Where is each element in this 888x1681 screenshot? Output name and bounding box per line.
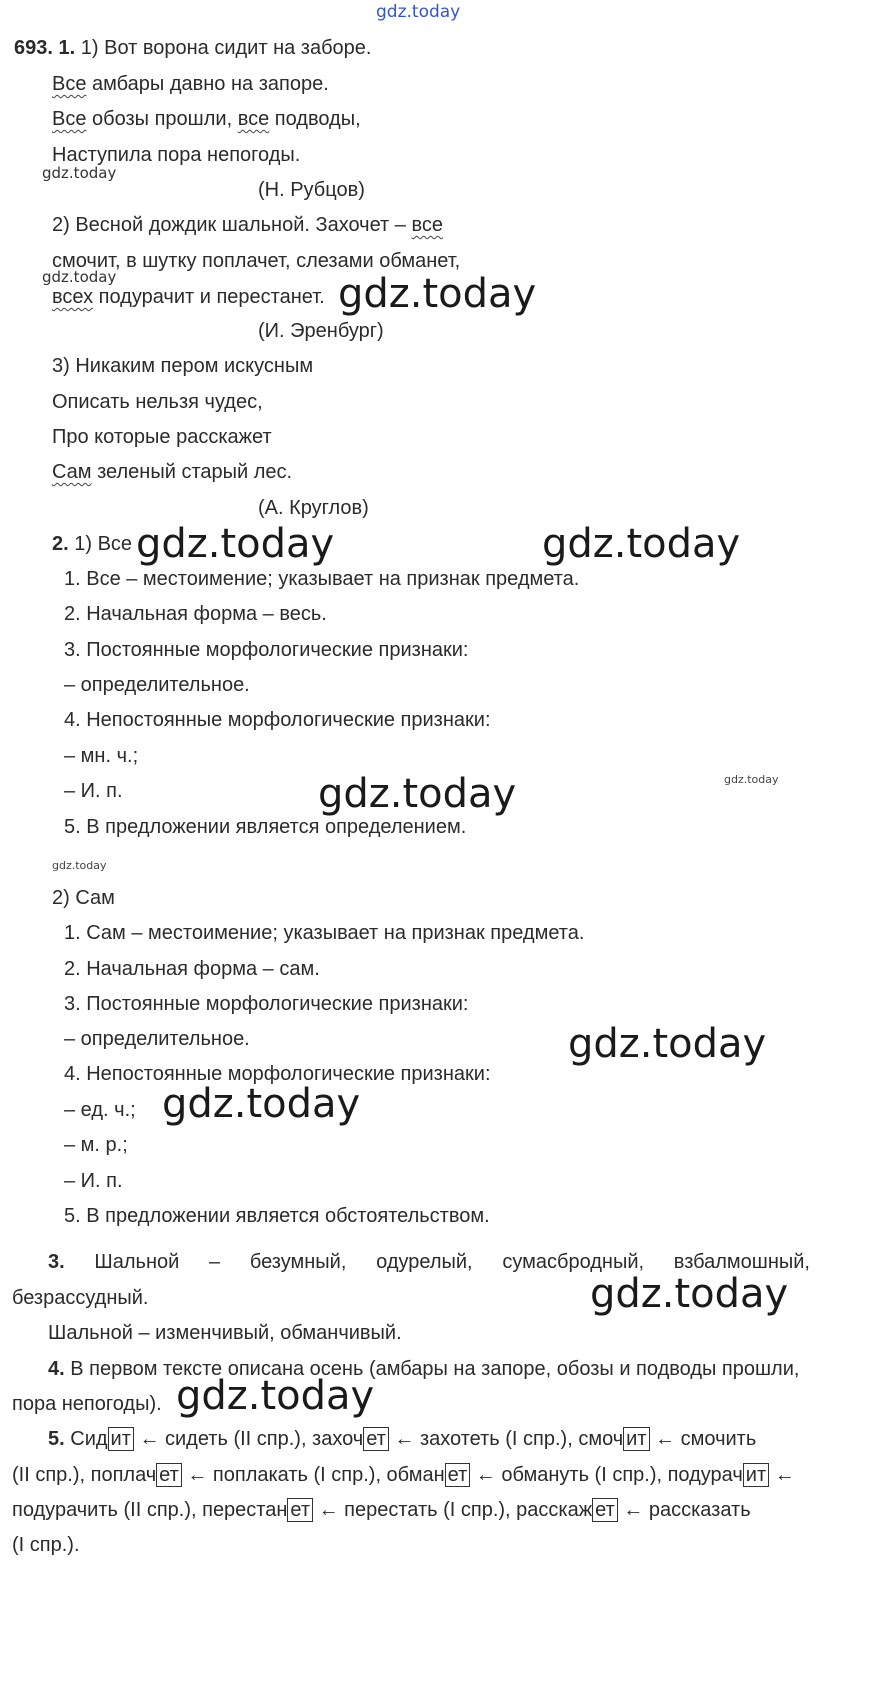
- pronoun-underlined: Все: [52, 73, 87, 95]
- part5-line4: (I спр.).: [12, 1534, 80, 1556]
- text: В первом тексте описана осень (амбары на запоре, обозы и подводы прошли,: [70, 1358, 800, 1380]
- analysis-line: – И. п.: [64, 780, 123, 802]
- text: ← смочить: [649, 1428, 757, 1450]
- pronoun-underlined: Сам: [52, 461, 92, 483]
- watermark-top: gdz.today: [376, 2, 461, 22]
- watermark-small: gdz.today: [42, 164, 117, 182]
- analysis-line: 3. Постоянные морфологические признаки:: [64, 993, 469, 1015]
- part4-line2: пора непогоды).: [12, 1393, 162, 1415]
- analysis-line: – м. р.;: [64, 1134, 128, 1156]
- analysis-line: – И. п.: [64, 1170, 123, 1192]
- ending-box: ит: [623, 1427, 649, 1451]
- part5-number: 5.: [48, 1428, 65, 1450]
- analysis-line: 4. Непостоянные морфологические признаки:: [64, 1063, 491, 1085]
- part4-line1: [48, 1357, 799, 1381]
- text: Сид: [70, 1428, 108, 1450]
- poem1-line2: [52, 72, 329, 96]
- pronoun-underlined: всех: [52, 286, 94, 308]
- poem2-line3: [52, 285, 325, 309]
- poem3-author: (А. Круглов): [258, 497, 369, 519]
- watermark-large: gdz.today: [136, 521, 335, 567]
- analysis-line: 3. Постоянные морфологические признаки:: [64, 639, 469, 661]
- analysis-line: – мн. ч.;: [64, 745, 139, 767]
- watermark-tiny: gdz.today: [52, 859, 107, 872]
- analysis-line: 5. В предложении является определением.: [64, 816, 467, 838]
- watermark-large: gdz.today: [338, 271, 537, 317]
- ending-box: ит: [743, 1463, 769, 1487]
- analysis-line: 1. Сам – местоимение; указывает на признак предмета.: [64, 922, 585, 944]
- pronoun-underlined: все: [237, 108, 270, 130]
- poem1-line1-text: Вот ворона сидит на заборе.: [104, 37, 372, 59]
- part2-a-head: 1) Все: [74, 533, 133, 555]
- watermark-tiny: gdz.today: [724, 773, 779, 786]
- poem2-line2: смочит, в шутку поплачет, слезами обманет,: [52, 250, 461, 272]
- part5-line3: [12, 1498, 751, 1522]
- analysis-line: 1. Все – местоимение; указывает на признак предмета.: [64, 568, 580, 590]
- poem1-index: 1): [80, 37, 99, 59]
- part3-line2: безрассудный.: [12, 1287, 149, 1309]
- poem3-line1: 3) Никаким пером искусным: [52, 355, 314, 377]
- part2-heading-b: 2) Сам: [52, 887, 115, 909]
- part5-line2: [12, 1463, 795, 1487]
- text: Шальной – безумный, одурелый, сумасбродный, взбалмошный,: [94, 1251, 810, 1273]
- ending-box: ет: [156, 1463, 182, 1487]
- text: ←: [769, 1464, 795, 1486]
- text: ← сидеть (II спр.), захоч: [133, 1428, 364, 1450]
- text: ← поплакать (I спр.), обман: [181, 1464, 445, 1486]
- analysis-line: 2. Начальная форма – сам.: [64, 958, 320, 980]
- text: ← захотеть (I спр.), смоч: [388, 1428, 624, 1450]
- text: обозы прошли,: [86, 108, 238, 130]
- analysis-line: – ед. ч.;: [64, 1099, 136, 1121]
- part1-number: 1.: [58, 37, 76, 59]
- ending-box: ит: [108, 1427, 134, 1451]
- text: ← обмануть (I спр.), подурач: [470, 1464, 743, 1486]
- part2-number: 2.: [52, 533, 69, 555]
- text: ← перестать (I спр.), расскаж: [313, 1499, 593, 1521]
- analysis-line: 2. Начальная форма – весь.: [64, 603, 327, 625]
- poem3-line3: Про которые расскажет: [52, 426, 272, 448]
- watermark-large: gdz.today: [176, 1373, 375, 1419]
- poem1-line3: [52, 107, 361, 131]
- watermark-large: gdz.today: [590, 1271, 789, 1317]
- analysis-line: 5. В предложении является обстоятельством.: [64, 1205, 490, 1227]
- text: (II спр.), поплач: [12, 1464, 157, 1486]
- poem2-line1: [52, 213, 443, 237]
- part3-number: 3.: [48, 1251, 65, 1273]
- part5-line1: [48, 1427, 756, 1451]
- watermark-large: gdz.today: [542, 521, 741, 567]
- ending-box: ет: [445, 1463, 471, 1487]
- analysis-line: – определительное.: [64, 1028, 250, 1050]
- ending-box: ет: [363, 1427, 389, 1451]
- poem2-author: (И. Эренбург): [258, 320, 384, 342]
- pronoun-underlined: все: [411, 214, 443, 236]
- poem1-line4: Наступила пора непогоды.: [52, 144, 301, 166]
- ending-box: ет: [287, 1498, 313, 1522]
- analysis-line: – определительное.: [64, 674, 250, 696]
- text: зеленый старый лес.: [91, 461, 293, 483]
- text: ← рассказать: [617, 1499, 751, 1521]
- text: подурачит и перестанет.: [93, 286, 325, 308]
- text: подводы,: [269, 108, 361, 130]
- poem1-line1: [14, 36, 371, 60]
- task-number: 693.: [14, 37, 53, 59]
- poem3-line4: [52, 460, 292, 484]
- pronoun-underlined: Все: [52, 108, 87, 130]
- text: 2) Весной дождик шальной. Захочет –: [52, 214, 412, 236]
- ending-box: ет: [592, 1498, 618, 1522]
- watermark-large: gdz.today: [568, 1021, 767, 1067]
- watermark-small: gdz.today: [42, 268, 117, 286]
- analysis-line: 4. Непостоянные морфологические признаки:: [64, 709, 491, 731]
- watermark-large: gdz.today: [162, 1081, 361, 1127]
- part4-number: 4.: [48, 1358, 65, 1380]
- text: подурачить (II спр.), перестан: [12, 1499, 288, 1521]
- poem1-author: (Н. Рубцов): [258, 179, 365, 201]
- text: амбары давно на запоре.: [86, 73, 329, 95]
- watermark-large: gdz.today: [318, 771, 517, 817]
- part3-line1: [48, 1250, 810, 1274]
- poem3-line2: Описать нельзя чудес,: [52, 391, 263, 413]
- part2-heading-a: [52, 532, 132, 556]
- part3-line3: Шальной – изменчивый, обманчивый.: [48, 1322, 402, 1344]
